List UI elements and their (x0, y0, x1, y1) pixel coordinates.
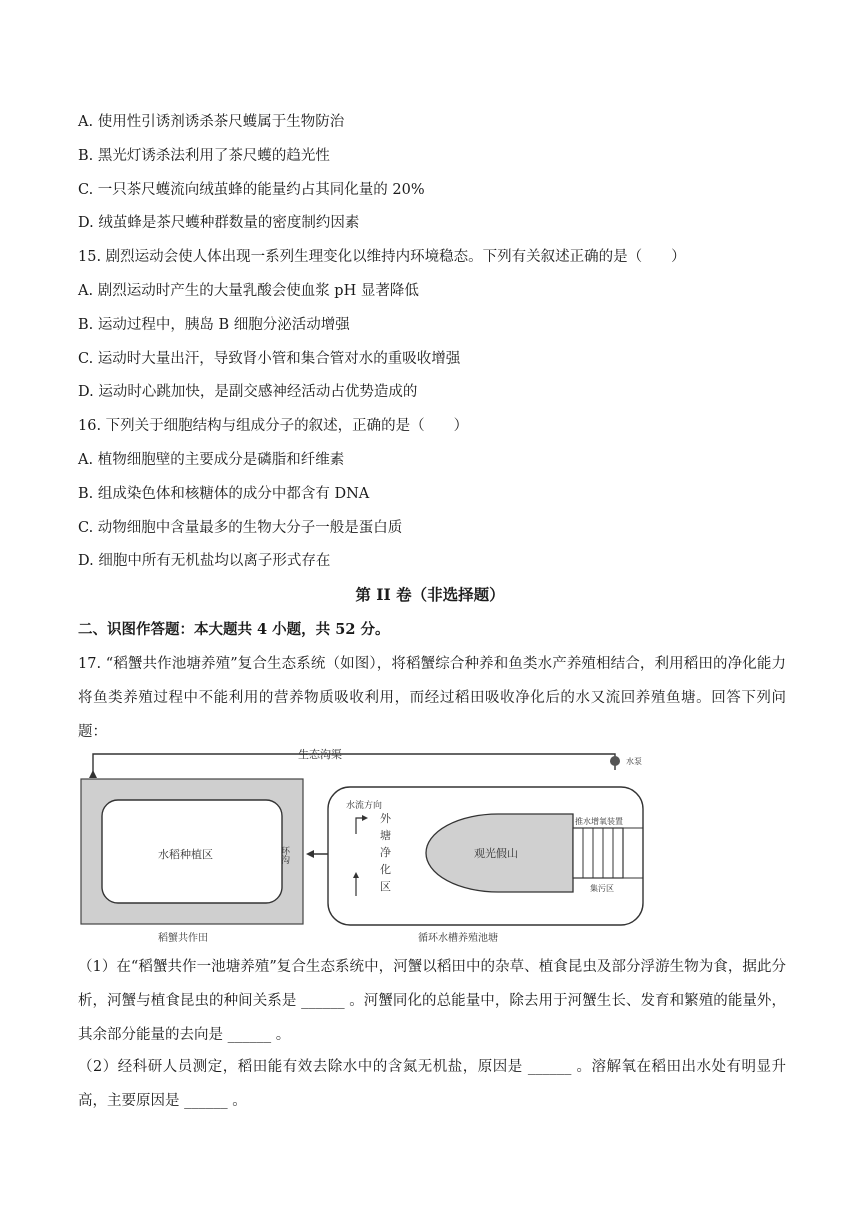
q16-option-c: C. 动物细胞中含量最多的生物大分子一般是蛋白质 (78, 520, 403, 536)
q17-sub1: （1）在“稻蟹共作一池塘养殖”复合生态系统中，河蟹以稻田中的杂草、植食昆虫及部分浮游生物为食，据此分析，河蟹与植食昆虫的种间关系是 ______ 。河蟹同化的总能量中，除去用于河蟹生长、发育和繁殖的能量外，其余部分能量的去向是 ______ 。 (78, 959, 786, 1043)
section-heading: 二、识图作答题：本大题共 4 小题，共 52 分。 (78, 621, 390, 638)
q17-stem: 17. “稻蟹共作池塘养殖”复合生态系统（如图），将稻蟹综合种养和鱼类水产养殖相结合，利用稻田的净化能力将鱼类养殖过程中不能利用的营养物质吸收利用，而经过稻田吸收净化后的水又流回养殖鱼塘。回答下列问题： (78, 656, 786, 740)
aerator-device (573, 828, 623, 878)
rice-area-label: 水稻种植区 (158, 848, 213, 861)
channel-arrow-icon (89, 770, 97, 778)
q15-stem: 15. 剧烈运动会使人体出现一系列生理变化以维持内环境稳态。下列有关叙述正确的是（ ） (78, 249, 686, 265)
q15-option-a: A. 剧烈运动时产生的大量乳酸会使血浆 pH 显著降低 (78, 283, 419, 299)
q17-sub2: （2）经科研人员测定，稻田能有效去除水中的含氮无机盐，原因是 ______ 。溶解氧在稻田出水处有明显升高，主要原因是 ______ 。 (78, 1059, 786, 1109)
q16-option-d: D. 细胞中所有无机盐均以离子形式存在 (78, 553, 331, 569)
outer-purify-char-2: 塘 (380, 829, 391, 842)
pump-icon (610, 756, 620, 766)
q15-option-d: D. 运动时心跳加快，是副交感神经活动占优势造成的 (78, 384, 418, 400)
q15-option-b: B. 运动过程中，胰岛 B 细胞分泌活动增强 (78, 317, 350, 333)
flow-direction-label: 水流方向 (346, 801, 383, 811)
pond-caption: 循环水槽养殖池塘 (418, 933, 498, 944)
outer-purify-char-3: 净 (380, 846, 391, 859)
ring-ditch-label: 环沟 (279, 846, 289, 864)
q14-option-a: A. 使用性引诱剂诱杀茶尺蠖属于生物防治 (78, 114, 345, 130)
sewage-area-label: 集污区 (590, 884, 614, 893)
q14-option-c: C. 一只茶尺蠖流向绒茧蜂的能量约占其同化量的 20% (78, 182, 425, 198)
q16-stem: 16. 下列关于细胞结构与组成分子的叙述，正确的是（ ） (78, 418, 469, 434)
pump-label: 水泵 (626, 757, 642, 766)
q16-option-a: A. 植物细胞壁的主要成分是磷脂和纤维素 (78, 452, 345, 468)
q14-option-d: D. 绒茧蜂是茶尺蠖种群数量的密度制约因素 (78, 215, 360, 231)
q15-option-c: C. 运动时大量出汗，导致肾小管和集合管对水的重吸收增强 (78, 351, 461, 367)
outer-pond-purify-label (380, 811, 392, 893)
outer-purify-char-1: 外 (380, 812, 391, 825)
outer-purify-char-5: 区 (380, 880, 391, 893)
flow-arrow-icon (306, 850, 314, 858)
outer-purify-char-4: 化 (380, 863, 391, 876)
section-title: 第 II 卷（非选择题） (355, 585, 505, 604)
aerator-label: 推水增氧装置 (575, 817, 623, 826)
rice-field-caption: 稻蟹共作田 (158, 933, 208, 944)
channel-line (93, 754, 615, 778)
ecosystem-diagram (78, 744, 650, 944)
q14-option-b: B. 黑光灯诱杀法利用了茶尺蠖的趋光性 (78, 148, 330, 164)
q16-option-b: B. 组成染色体和核糖体的成分中都含有 DNA (78, 486, 370, 502)
hill-label: 观光假山 (474, 847, 518, 860)
channel-label: 生态沟渠 (298, 748, 342, 761)
